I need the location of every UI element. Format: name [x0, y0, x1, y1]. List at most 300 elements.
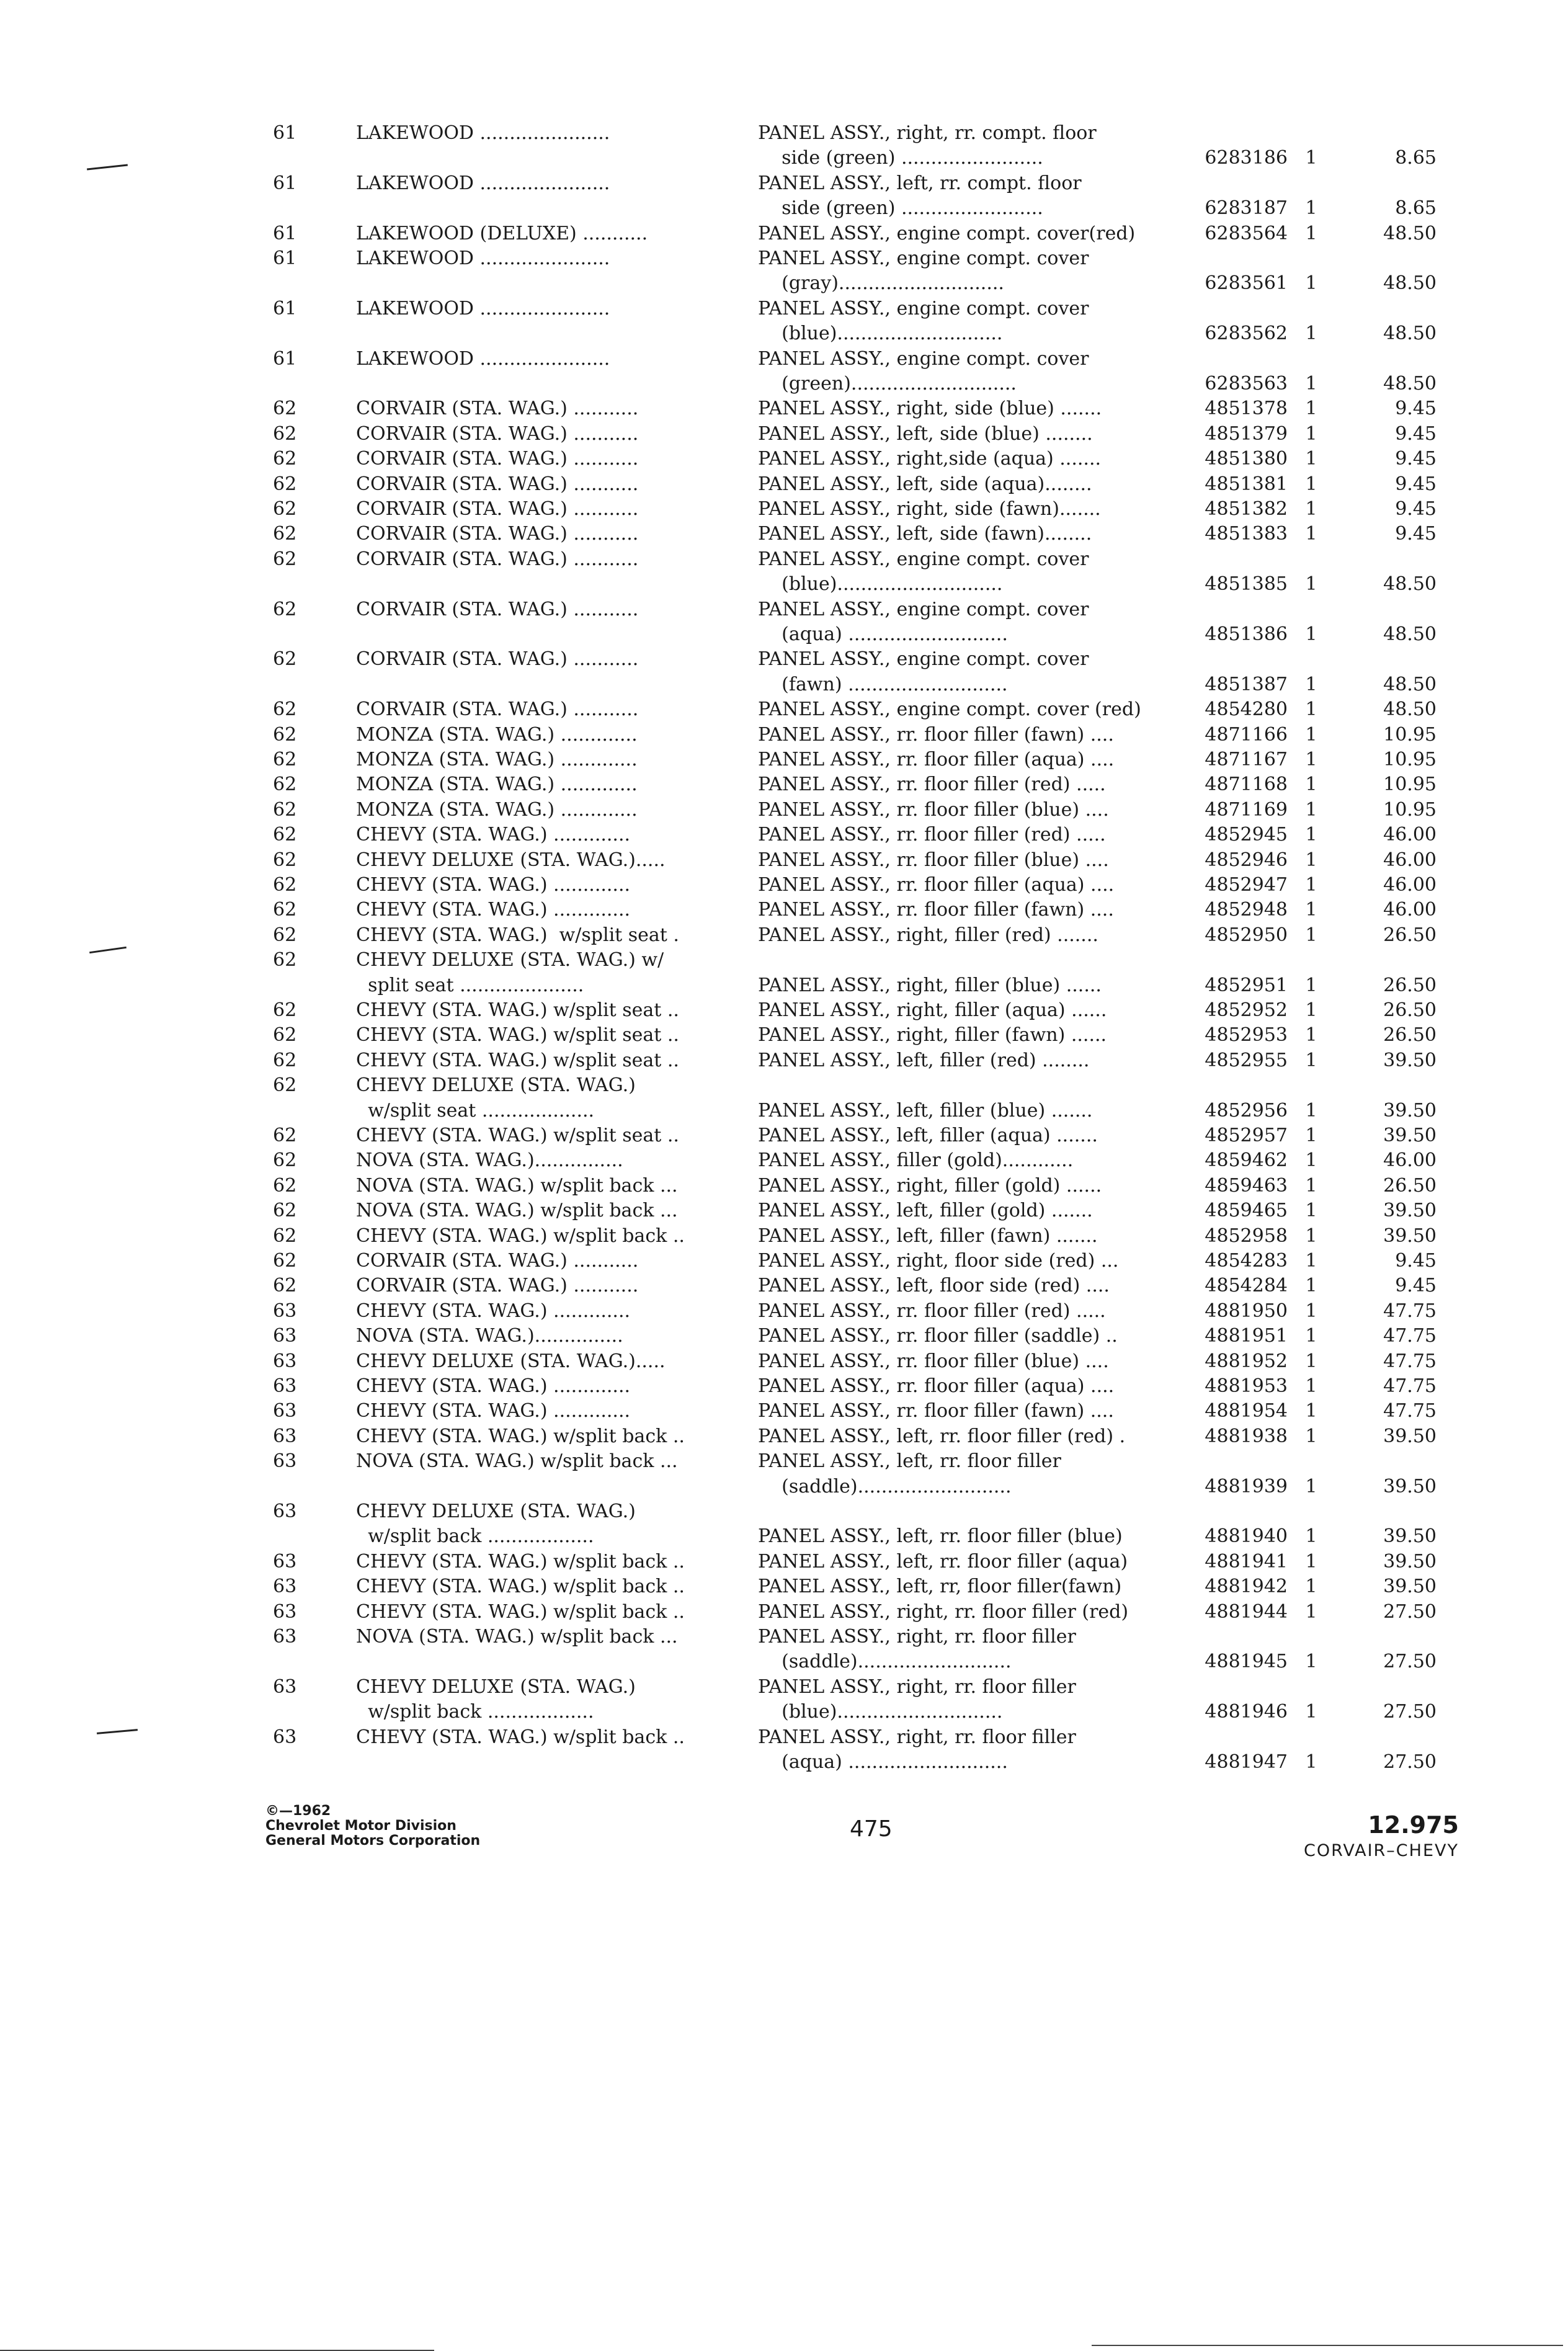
description-cell: PANEL ASSY., rr. floor filler (fawn) .... — [758, 899, 1114, 921]
quantity-cell: 1 — [1305, 573, 1317, 595]
table-row — [0, 221, 1568, 246]
description-cell: PANEL ASSY., rr. floor filler (fawn) .... — [758, 1400, 1114, 1422]
model-cell: MONZA (STA. WAG.) ............. — [356, 749, 638, 770]
quantity-cell: 1 — [1305, 448, 1317, 470]
model-cell: CHEVY (STA. WAG.) w/split seat . — [356, 924, 679, 946]
quantity-cell: 1 — [1305, 1651, 1317, 1672]
model-cell: MONZA (STA. WAG.) ............. — [356, 774, 638, 795]
quantity-cell: 1 — [1305, 1325, 1317, 1347]
table-row-continuation — [0, 271, 1568, 296]
table-row — [0, 1023, 1568, 1048]
table-row — [0, 447, 1568, 471]
description-cell: PANEL ASSY., left, side (fawn)........ — [758, 523, 1092, 545]
table-row-continuation — [0, 1700, 1568, 1724]
model-cell: LAKEWOOD ...................... — [356, 348, 610, 370]
table-row — [0, 848, 1568, 873]
price-cell: 9.45 — [1395, 1250, 1437, 1272]
model-cell: CORVAIR (STA. WAG.) ........... — [356, 398, 639, 419]
year-cell: 62 — [273, 548, 297, 570]
model-cell: LAKEWOOD ...................... — [356, 248, 610, 269]
part-number-cell: 4871168 — [1205, 774, 1288, 795]
model-cell: CHEVY (STA. WAG.) ............. — [356, 1375, 631, 1397]
price-cell: 39.50 — [1383, 1050, 1437, 1071]
model-cell: CHEVY (STA. WAG.) ............. — [356, 899, 631, 921]
table-row — [0, 647, 1568, 672]
description-cell: PANEL ASSY., engine compt. cover — [758, 599, 1089, 620]
description-cell: PANEL ASSY., right, floor side (red) ... — [758, 1250, 1119, 1272]
table-row — [0, 1550, 1568, 1574]
part-number-cell: 4881941 — [1205, 1551, 1288, 1573]
table-row — [0, 1148, 1568, 1173]
table-row-continuation — [0, 622, 1568, 647]
year-cell: 62 — [273, 398, 297, 419]
year-cell: 63 — [273, 1450, 297, 1472]
price-cell: 46.00 — [1383, 849, 1437, 871]
model-cell: CHEVY (STA. WAG.) w/split seat .. — [356, 999, 679, 1021]
model-cell: CHEVY (STA. WAG.) w/split seat .. — [356, 1050, 679, 1071]
description-cell: PANEL ASSY., rr. floor filler (red) ..... — [758, 1300, 1106, 1322]
part-number-cell: 4854283 — [1205, 1250, 1288, 1272]
description-cell: PANEL ASSY., engine compt. cover — [758, 348, 1089, 370]
table-row-continuation — [0, 1099, 1568, 1123]
description-cell: PANEL ASSY., right, rr. floor filler — [758, 1726, 1076, 1748]
model-cell: CHEVY DELUXE (STA. WAG.) w/ — [356, 949, 664, 971]
table-row — [0, 347, 1568, 372]
quantity-cell: 1 — [1305, 473, 1317, 495]
description-cell: PANEL ASSY., rr. floor filler (aqua) .... — [758, 749, 1115, 770]
year-cell: 63 — [273, 1726, 297, 1748]
model-cell: LAKEWOOD ...................... — [356, 172, 610, 194]
part-number-cell: 4851379 — [1205, 423, 1288, 445]
quantity-cell: 1 — [1305, 1425, 1317, 1447]
quantity-cell: 1 — [1305, 1050, 1317, 1071]
year-cell: 62 — [273, 924, 297, 946]
description-cell: PANEL ASSY., left, filler (blue) ....... — [758, 1100, 1093, 1122]
model-cell: CHEVY (STA. WAG.) w/split seat .. — [356, 1125, 679, 1146]
part-number-cell: 4852958 — [1205, 1225, 1288, 1247]
model-cell: CHEVY (STA. WAG.) ............. — [356, 1300, 631, 1322]
table-row — [0, 998, 1568, 1023]
model-cell: MONZA (STA. WAG.) ............. — [356, 724, 638, 746]
model-cell: CORVAIR (STA. WAG.) ........... — [356, 599, 639, 620]
part-number-cell: 4851382 — [1205, 498, 1288, 520]
table-row — [0, 1449, 1568, 1474]
quantity-cell: 1 — [1305, 799, 1317, 821]
year-cell: 62 — [273, 749, 297, 770]
year-cell: 63 — [273, 1676, 297, 1698]
quantity-cell: 1 — [1305, 899, 1317, 921]
corporation-line: General Motors Corporation — [265, 1833, 481, 1849]
part-number-cell: 4881952 — [1205, 1350, 1288, 1372]
table-row — [0, 1374, 1568, 1399]
price-cell: 9.45 — [1395, 498, 1437, 520]
table-row — [0, 1499, 1568, 1524]
year-cell: 63 — [273, 1400, 297, 1422]
price-cell: 39.50 — [1383, 1225, 1437, 1247]
model-cell: CORVAIR (STA. WAG.) ........... — [356, 1275, 639, 1296]
quantity-cell: 1 — [1305, 1551, 1317, 1573]
price-cell: 8.65 — [1395, 197, 1437, 219]
part-number-cell: 4881946 — [1205, 1701, 1288, 1723]
model-cell: CHEVY (STA. WAG.) w/split seat .. — [356, 1024, 679, 1046]
quantity-cell: 1 — [1305, 1601, 1317, 1623]
year-cell: 61 — [273, 348, 297, 370]
table-row-continuation — [0, 1649, 1568, 1674]
price-cell: 8.65 — [1395, 147, 1437, 169]
year-cell: 63 — [273, 1300, 297, 1322]
part-number-cell: 4852952 — [1205, 999, 1288, 1021]
table-row — [0, 1349, 1568, 1374]
year-cell: 63 — [273, 1576, 297, 1597]
quantity-cell: 1 — [1305, 272, 1317, 294]
part-number-cell: 4871167 — [1205, 749, 1288, 770]
table-row — [0, 121, 1568, 146]
description-cell: PANEL ASSY., rr. floor filler (fawn) .... — [758, 724, 1114, 746]
part-number-cell: 4871169 — [1205, 799, 1288, 821]
price-cell: 39.50 — [1383, 1551, 1437, 1573]
description-cell: (blue)............................ — [758, 1701, 1003, 1723]
price-cell: 9.45 — [1395, 1275, 1437, 1296]
year-cell: 62 — [273, 599, 297, 620]
table-row — [0, 171, 1568, 196]
quantity-cell: 1 — [1305, 398, 1317, 419]
price-cell: 9.45 — [1395, 398, 1437, 419]
year-cell: 62 — [273, 799, 297, 821]
part-number-cell: 4852951 — [1205, 975, 1288, 996]
price-cell: 10.95 — [1383, 774, 1437, 795]
quantity-cell: 1 — [1305, 849, 1317, 871]
description-cell: PANEL ASSY., rr. floor filler (red) ..... — [758, 824, 1106, 845]
section-number: 12.975 — [1368, 1811, 1459, 1839]
description-cell: PANEL ASSY., right,side (aqua) ....... — [758, 448, 1102, 470]
year-cell: 63 — [273, 1350, 297, 1372]
quantity-cell: 1 — [1305, 824, 1317, 845]
part-number-cell: 4881953 — [1205, 1375, 1288, 1397]
price-cell: 9.45 — [1395, 448, 1437, 470]
quantity-cell: 1 — [1305, 373, 1317, 395]
description-cell: PANEL ASSY., rr. floor filler (red) ..... — [758, 774, 1106, 795]
part-number-cell: 4851385 — [1205, 573, 1288, 595]
model-cell: CORVAIR (STA. WAG.) ........... — [356, 698, 639, 720]
description-cell: PANEL ASSY., rr. floor filler (aqua) .... — [758, 874, 1115, 896]
price-cell: 26.50 — [1383, 924, 1437, 946]
part-number-cell: 4881945 — [1205, 1651, 1288, 1672]
year-cell: 63 — [273, 1325, 297, 1347]
copyright-line: ©—1962 — [265, 1803, 331, 1819]
part-number-cell: 4852956 — [1205, 1100, 1288, 1122]
table-row — [0, 898, 1568, 922]
table-row — [0, 497, 1568, 522]
model-cell: w/split seat ................... — [356, 1100, 595, 1122]
part-number-cell: 4881944 — [1205, 1601, 1288, 1623]
description-cell: PANEL ASSY., left, rr. floor filler (red) . — [758, 1425, 1126, 1447]
part-number-cell: 4859465 — [1205, 1200, 1288, 1221]
table-row — [0, 1324, 1568, 1349]
price-cell: 39.50 — [1383, 1476, 1437, 1497]
table-row — [0, 396, 1568, 421]
table-row — [0, 1675, 1568, 1700]
division-line: Chevrolet Motor Division — [265, 1818, 457, 1834]
price-cell: 10.95 — [1383, 724, 1437, 746]
price-cell: 27.50 — [1383, 1601, 1437, 1623]
table-row — [0, 547, 1568, 572]
model-cell: CORVAIR (STA. WAG.) ........... — [356, 548, 639, 570]
year-cell: 63 — [273, 1425, 297, 1447]
part-number-cell: 4881954 — [1205, 1400, 1288, 1422]
table-row-continuation — [0, 146, 1568, 171]
year-cell: 62 — [273, 448, 297, 470]
price-cell: 27.50 — [1383, 1751, 1437, 1773]
table-row — [0, 697, 1568, 722]
price-cell: 47.75 — [1383, 1350, 1437, 1372]
table-row-continuation — [0, 973, 1568, 998]
table-row — [0, 1399, 1568, 1424]
model-cell: CHEVY DELUXE (STA. WAG.)..... — [356, 1350, 666, 1372]
table-row — [0, 597, 1568, 622]
description-cell: PANEL ASSY., right, rr. floor filler — [758, 1626, 1076, 1648]
year-cell: 62 — [273, 1074, 297, 1096]
part-number-cell: 4852957 — [1205, 1125, 1288, 1146]
description-cell: (fawn) ........................... — [758, 674, 1008, 695]
price-cell: 39.50 — [1383, 1100, 1437, 1122]
price-cell: 39.50 — [1383, 1125, 1437, 1146]
model-cell: CHEVY DELUXE (STA. WAG.) — [356, 1074, 636, 1096]
model-cell: CHEVY DELUXE (STA. WAG.) — [356, 1501, 636, 1522]
part-number-cell: 6283186 — [1205, 147, 1288, 169]
table-row — [0, 1274, 1568, 1298]
model-cell: w/split back .................. — [356, 1701, 594, 1723]
table-row — [0, 246, 1568, 271]
model-cell: NOVA (STA. WAG.) w/split back ... — [356, 1175, 678, 1197]
quantity-cell: 1 — [1305, 999, 1317, 1021]
description-cell: PANEL ASSY., right, side (fawn)....... — [758, 498, 1101, 520]
model-cell: CHEVY (STA. WAG.) w/split back .. — [356, 1576, 685, 1597]
quantity-cell: 1 — [1305, 698, 1317, 720]
description-cell: (blue)............................ — [758, 323, 1003, 344]
model-cell: NOVA (STA. WAG.) w/split back ... — [356, 1626, 678, 1648]
year-cell: 61 — [273, 248, 297, 269]
description-cell: PANEL ASSY., left, rr. floor filler — [758, 1450, 1061, 1472]
description-cell: PANEL ASSY., left, side (aqua)........ — [758, 473, 1092, 495]
year-cell: 62 — [273, 774, 297, 795]
model-cell: CHEVY (STA. WAG.) ............. — [356, 824, 631, 845]
price-cell: 26.50 — [1383, 975, 1437, 996]
price-cell: 46.00 — [1383, 899, 1437, 921]
table-row — [0, 1123, 1568, 1148]
year-cell: 61 — [273, 298, 297, 319]
description-cell: PANEL ASSY., engine compt. cover(red) — [758, 223, 1136, 244]
price-cell: 39.50 — [1383, 1576, 1437, 1597]
quantity-cell: 1 — [1305, 1375, 1317, 1397]
part-number-cell: 4881940 — [1205, 1525, 1288, 1547]
part-number-cell: 4881939 — [1205, 1476, 1288, 1497]
description-cell: PANEL ASSY., right, rr. floor filler — [758, 1676, 1076, 1698]
part-number-cell: 6283564 — [1205, 223, 1288, 244]
part-number-cell: 4852948 — [1205, 899, 1288, 921]
table-row-continuation — [0, 1750, 1568, 1775]
description-cell: PANEL ASSY., left, filler (red) ........ — [758, 1050, 1090, 1071]
year-cell: 62 — [273, 824, 297, 845]
scan-edge-rule — [1092, 2345, 1563, 2346]
year-cell: 62 — [273, 523, 297, 545]
price-cell: 26.50 — [1383, 1175, 1437, 1197]
year-cell: 62 — [273, 498, 297, 520]
description-cell: side (green) ........................ — [758, 147, 1043, 169]
price-cell: 46.00 — [1383, 1149, 1437, 1171]
part-number-cell: 6283562 — [1205, 323, 1288, 344]
description-cell: PANEL ASSY., engine compt. cover — [758, 548, 1089, 570]
table-row — [0, 1424, 1568, 1449]
table-row — [0, 772, 1568, 797]
part-number-cell: 4852946 — [1205, 849, 1288, 871]
price-cell: 47.75 — [1383, 1400, 1437, 1422]
model-cell: CORVAIR (STA. WAG.) ........... — [356, 448, 639, 470]
model-cell: CORVAIR (STA. WAG.) ........... — [356, 523, 639, 545]
model-cell: CORVAIR (STA. WAG.) ........... — [356, 423, 639, 445]
description-cell: PANEL ASSY., right, filler (gold) ...... — [758, 1175, 1102, 1197]
quantity-cell: 1 — [1305, 1125, 1317, 1146]
table-row — [0, 1299, 1568, 1324]
part-number-cell: 4852945 — [1205, 824, 1288, 845]
year-cell: 62 — [273, 473, 297, 495]
description-cell: PANEL ASSY., rr. floor filler (blue) .... — [758, 1350, 1109, 1372]
year-cell: 61 — [273, 172, 297, 194]
part-number-cell: 4851387 — [1205, 674, 1288, 695]
part-number-cell: 4881947 — [1205, 1751, 1288, 1773]
year-cell: 62 — [273, 949, 297, 971]
part-number-cell: 6283187 — [1205, 197, 1288, 219]
part-number-cell: 4852950 — [1205, 924, 1288, 946]
price-cell: 48.50 — [1383, 373, 1437, 395]
part-number-cell: 4851378 — [1205, 398, 1288, 419]
price-cell: 9.45 — [1395, 523, 1437, 545]
description-cell: PANEL ASSY., engine compt. cover (red) — [758, 698, 1141, 720]
price-cell: 48.50 — [1383, 573, 1437, 595]
table-row — [0, 1048, 1568, 1073]
model-cell: CORVAIR (STA. WAG.) ........... — [356, 648, 639, 670]
year-cell: 62 — [273, 999, 297, 1021]
year-cell: 62 — [273, 648, 297, 670]
model-cell: CHEVY (STA. WAG.) w/split back .. — [356, 1425, 685, 1447]
year-cell: 62 — [273, 698, 297, 720]
model-cell: CHEVY (STA. WAG.) w/split back .. — [356, 1225, 685, 1247]
table-row-continuation — [0, 1524, 1568, 1549]
table-row — [0, 1198, 1568, 1223]
price-cell: 48.50 — [1383, 674, 1437, 695]
part-number-cell: 4854280 — [1205, 698, 1288, 720]
quantity-cell: 1 — [1305, 498, 1317, 520]
description-cell: PANEL ASSY., right, filler (fawn) ...... — [758, 1024, 1107, 1046]
quantity-cell: 1 — [1305, 774, 1317, 795]
description-cell: side (green) ........................ — [758, 197, 1043, 219]
part-number-cell: 4851386 — [1205, 623, 1288, 645]
quantity-cell: 1 — [1305, 223, 1317, 244]
table-row — [0, 923, 1568, 948]
description-cell: PANEL ASSY., engine compt. cover — [758, 648, 1089, 670]
quantity-cell: 1 — [1305, 975, 1317, 996]
section-name: CORVAIR–CHEVY — [1303, 1841, 1459, 1860]
quantity-cell: 1 — [1305, 1250, 1317, 1272]
table-row — [0, 723, 1568, 747]
quantity-cell: 1 — [1305, 1275, 1317, 1296]
price-cell: 26.50 — [1383, 999, 1437, 1021]
description-cell: (saddle).......................... — [758, 1476, 1012, 1497]
quantity-cell: 1 — [1305, 623, 1317, 645]
quantity-cell: 1 — [1305, 749, 1317, 770]
model-cell: MONZA (STA. WAG.) ............. — [356, 799, 638, 821]
description-cell: PANEL ASSY., rr. floor filler (blue) .... — [758, 849, 1109, 871]
price-cell: 48.50 — [1383, 698, 1437, 720]
model-cell: split seat ..................... — [356, 975, 584, 996]
part-number-cell: 4881951 — [1205, 1325, 1288, 1347]
table-row — [0, 522, 1568, 546]
description-cell: PANEL ASSY., left, filler (aqua) ....... — [758, 1125, 1098, 1146]
model-cell: CHEVY (STA. WAG.) ............. — [356, 874, 631, 896]
description-cell: (aqua) ........................... — [758, 623, 1008, 645]
price-cell: 48.50 — [1383, 272, 1437, 294]
table-row — [0, 1725, 1568, 1750]
part-number-cell: 4881942 — [1205, 1576, 1288, 1597]
table-row-continuation — [0, 321, 1568, 346]
table-row — [0, 422, 1568, 447]
price-cell: 47.75 — [1383, 1325, 1437, 1347]
part-number-cell: 6283563 — [1205, 373, 1288, 395]
quantity-cell: 1 — [1305, 724, 1317, 746]
year-cell: 63 — [273, 1375, 297, 1397]
table-row — [0, 1600, 1568, 1625]
quantity-cell: 1 — [1305, 1225, 1317, 1247]
description-cell: PANEL ASSY., left, rr. compt. floor — [758, 172, 1082, 194]
description-cell: PANEL ASSY., left, floor side (red) .... — [758, 1275, 1110, 1296]
year-cell: 62 — [273, 724, 297, 746]
description-cell: PANEL ASSY., left, filler (gold) ....... — [758, 1200, 1093, 1221]
description-cell: PANEL ASSY., left, rr. floor filler (aqua) — [758, 1551, 1128, 1573]
part-number-cell: 4854284 — [1205, 1275, 1288, 1296]
model-cell: CORVAIR (STA. WAG.) ........... — [356, 473, 639, 495]
quantity-cell: 1 — [1305, 1400, 1317, 1422]
part-number-cell: 4852953 — [1205, 1024, 1288, 1046]
description-cell: PANEL ASSY., rr. floor filler (blue) .... — [758, 799, 1109, 821]
table-row — [0, 472, 1568, 497]
part-number-cell: 4881938 — [1205, 1425, 1288, 1447]
table-row — [0, 747, 1568, 772]
description-cell: PANEL ASSY., left, filler (fawn) ....... — [758, 1225, 1098, 1247]
model-cell: CHEVY (STA. WAG.) ............. — [356, 1400, 631, 1422]
model-cell: CHEVY (STA. WAG.) w/split back .. — [356, 1726, 685, 1748]
table-row — [0, 948, 1568, 973]
description-cell: PANEL ASSY., right, side (blue) ....... — [758, 398, 1102, 419]
year-cell: 62 — [273, 423, 297, 445]
quantity-cell: 1 — [1305, 674, 1317, 695]
table-row — [0, 297, 1568, 321]
year-cell: 61 — [273, 223, 297, 244]
table-row — [0, 873, 1568, 898]
part-number-cell: 6283561 — [1205, 272, 1288, 294]
description-cell: PANEL ASSY., rr. floor filler (saddle) .. — [758, 1325, 1118, 1347]
year-cell: 62 — [273, 874, 297, 896]
price-cell: 10.95 — [1383, 749, 1437, 770]
description-cell: (green)............................ — [758, 373, 1017, 395]
table-row-continuation — [0, 372, 1568, 396]
quantity-cell: 1 — [1305, 874, 1317, 896]
part-number-cell: 4881950 — [1205, 1300, 1288, 1322]
quantity-cell: 1 — [1305, 1100, 1317, 1122]
year-cell: 62 — [273, 1200, 297, 1221]
year-cell: 62 — [273, 1050, 297, 1071]
year-cell: 62 — [273, 1250, 297, 1272]
description-cell: PANEL ASSY., rr. floor filler (aqua) .... — [758, 1375, 1115, 1397]
price-cell: 46.00 — [1383, 824, 1437, 845]
